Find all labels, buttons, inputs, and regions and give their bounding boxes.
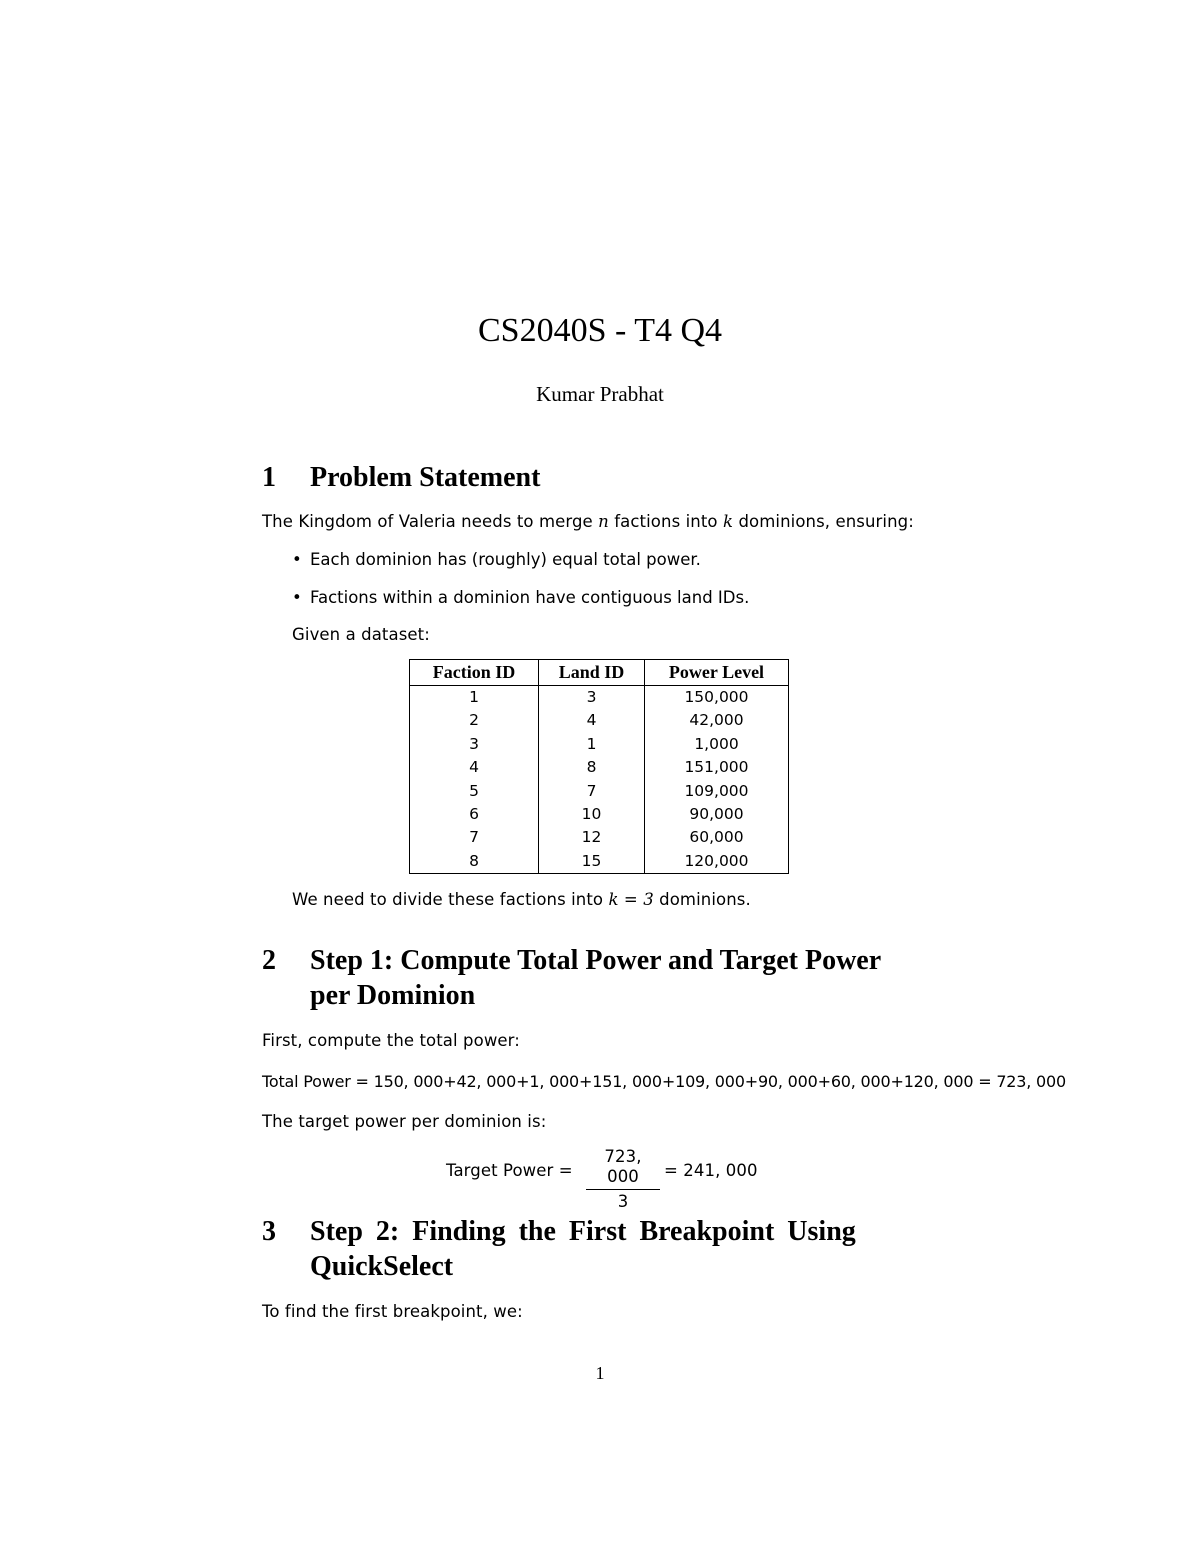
cell-faction-id: 3 — [410, 733, 539, 756]
bullet-item — [292, 588, 892, 610]
cell-power-level: 90,000 — [645, 803, 789, 826]
total-power-equation: Total Power = 150, 000+42, 000+1, 000+151, 000+109, 000+90, 000+60, 000+120, 000 = 723, 000 — [262, 1072, 1066, 1091]
section-3-heading — [262, 1214, 1022, 1290]
table-row — [410, 756, 789, 779]
cell-land-id: 15 — [539, 850, 645, 874]
cell-land-id: 7 — [539, 780, 645, 803]
bullet-text: Factions within a dominion have contiguous land IDs. — [310, 588, 750, 607]
fraction-denominator: 3 — [617, 1192, 629, 1211]
cell-faction-id: 8 — [410, 850, 539, 874]
cell-power-level: 120,000 — [645, 850, 789, 874]
cell-power-level: 150,000 — [645, 686, 789, 710]
intro-mid: factions into — [614, 512, 718, 531]
target-label: Target Power = — [446, 1161, 573, 1180]
section-1-heading — [262, 460, 1022, 500]
cell-land-id: 1 — [539, 733, 645, 756]
target-result: = 241, 000 — [664, 1161, 758, 1180]
intro-after: dominions, ensuring: — [738, 512, 914, 531]
section-2-title-line2: per Dominion — [310, 980, 476, 1011]
section-3-first-line: To find the first breakpoint, we: — [262, 1302, 523, 1321]
cell-power-level: 1,000 — [645, 733, 789, 756]
divide-statement — [292, 890, 751, 909]
cell-land-id: 3 — [539, 686, 645, 710]
bullet-text: Each dominion has (roughly) equal total power. — [310, 550, 701, 569]
section-2-first-line: First, compute the total power: — [262, 1031, 520, 1050]
table-row — [410, 850, 789, 874]
table-row — [410, 733, 789, 756]
cell-faction-id: 6 — [410, 803, 539, 826]
table-row — [410, 780, 789, 803]
page-number: 1 — [595, 1363, 605, 1383]
bullet-item — [292, 550, 892, 572]
cell-power-level: 151,000 — [645, 756, 789, 779]
cell-land-id: 4 — [539, 709, 645, 732]
given-dataset-text: Given a dataset: — [292, 625, 430, 644]
header-faction-id: Faction ID — [410, 660, 539, 686]
cell-power-level: 60,000 — [645, 826, 789, 849]
var-k: k — [722, 512, 734, 531]
bullet-dot: • — [292, 550, 302, 569]
table-row — [410, 709, 789, 732]
bullet-dot: • — [292, 588, 302, 607]
section-1-intro — [262, 512, 914, 531]
table-header-row — [410, 660, 789, 686]
cell-power-level: 109,000 — [645, 780, 789, 803]
cell-faction-id: 4 — [410, 756, 539, 779]
fraction-bar — [586, 1189, 660, 1190]
table-row — [410, 826, 789, 849]
cell-land-id: 12 — [539, 826, 645, 849]
divide-math: k = 3 — [608, 890, 654, 909]
document-author: Kumar Prabhat — [536, 382, 664, 406]
section-3-title-line2: QuickSelect — [310, 1251, 454, 1282]
cell-faction-id: 2 — [410, 709, 539, 732]
cell-land-id: 8 — [539, 756, 645, 779]
intro-before-n: The Kingdom of Valeria needs to merge — [262, 512, 593, 531]
cell-power-level: 42,000 — [645, 709, 789, 732]
section-1-number: 1 — [262, 462, 276, 493]
cell-faction-id: 5 — [410, 780, 539, 803]
document-title: CS2040S - T4 Q4 — [477, 312, 723, 349]
target-intro: The target power per dominion is: — [262, 1112, 547, 1131]
section-2-title-line1: Step 1: Compute Total Power and Target Power — [310, 945, 882, 976]
cell-faction-id: 1 — [410, 686, 539, 710]
section-1-title: Problem Statement — [310, 462, 541, 493]
cell-land-id: 10 — [539, 803, 645, 826]
section-3-title-line1: Step 2: Finding the First Breakpoint Using — [310, 1216, 856, 1247]
target-fraction — [586, 1147, 660, 1212]
divide-after: dominions. — [659, 890, 751, 909]
table-row — [410, 803, 789, 826]
header-power-level: Power Level — [645, 660, 789, 686]
var-n: n — [598, 512, 609, 531]
section-2-heading — [262, 943, 1022, 1019]
divide-before: We need to divide these factions into — [292, 890, 604, 909]
cell-faction-id: 7 — [410, 826, 539, 849]
section-3-number: 3 — [262, 1216, 276, 1247]
table-row — [410, 686, 789, 710]
header-land-id: Land ID — [539, 660, 645, 686]
fraction-numerator: 723, 000 — [604, 1147, 642, 1186]
section-2-number: 2 — [262, 945, 276, 976]
dataset-table — [409, 659, 789, 874]
